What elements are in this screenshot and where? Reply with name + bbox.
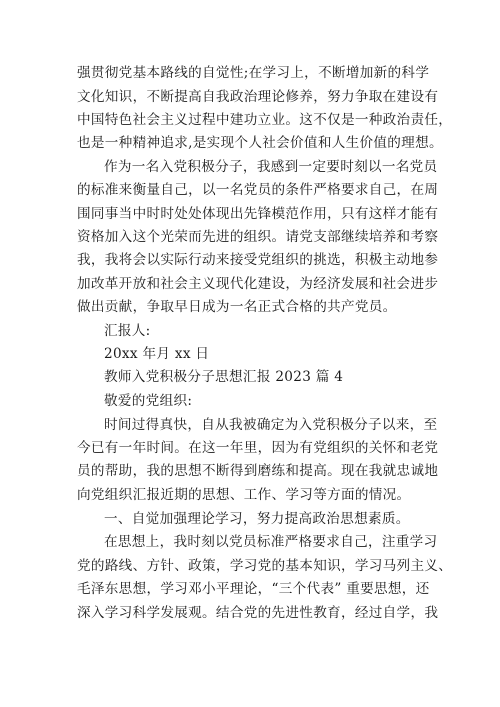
paragraph-2-line-3: 围同事当中时时处处体现出先锋模范作用，只有这样才能有: [77, 206, 439, 222]
paragraph-1-line-4: 也是一种精神追求,是实现个人社会价值和人生价值的理想。: [77, 135, 443, 151]
paragraph-2-line-5: 我，我将会以实际行动来接受党组织的挑选，积极主动地参: [77, 252, 439, 268]
date-line: 20xx 年月 xx 日: [104, 346, 210, 362]
paragraph-4-line-1: 在思想上，我时刻以党员标准严格要求自己，注重学习: [104, 534, 438, 550]
paragraph-4-line-4: 深入学习科学发展观。结合党的先进性教育，经过自学，我: [77, 605, 439, 621]
paragraph-1-line-2: 文化知识，不断提高自我政治理论修养，努力争取在建设有: [77, 89, 439, 105]
paragraph-2-line-4: 资格加入这个光荣而先进的组织。请党支部继续培养和考察: [77, 229, 439, 245]
paragraph-2-line-1: 作为一名入党积极分子，我感到一定要时刻以一名党员: [104, 159, 438, 175]
section-heading-1: 一、自觉加强理论学习，努力提高政治思想素质。: [104, 511, 410, 527]
paragraph-3-line-4: 向党组织汇报近期的思想、工作、学习等方面的情况。: [77, 487, 411, 503]
paragraph-4-line-3: 毛泽东思想，学习邓小平理论，“三个代表” 重要思想，还: [77, 581, 430, 597]
reporter-label: 汇报人:: [104, 323, 151, 339]
paragraph-1-line-3: 中国特色社会主义过程中建功立业。这不仅是一种政治责任，: [77, 112, 453, 128]
paragraph-2-line-6: 加改革开放和社会主义现代化建设，为经济发展和社会进步: [77, 276, 439, 292]
paragraph-1-line-1: 强贯彻党基本路线的自觉性;在学习上，不断增加新的科学: [77, 65, 430, 81]
salutation: 敬爱的党组织:: [104, 393, 193, 409]
paragraph-3-line-3: 员的帮助，我的思想不断得到磨练和提高。现在我就忠诚地: [77, 463, 439, 479]
article-title: 教师入党积极分子思想汇报 2023 篇 4: [104, 369, 344, 385]
paragraph-2-line-2: 的标准来衡量自己，以一名党员的条件严格要求自己，在周: [77, 182, 439, 198]
paragraph-3-line-1: 时间过得真快，自从我被确定为入党积极分子以来，至: [104, 417, 438, 433]
paragraph-4-line-2: 党的路线、方针、政策，学习党的基本知识，学习马列主义、: [77, 558, 453, 574]
paragraph-3-line-2: 今已有一年时间。在这一年里，因为有党组织的关怀和老党: [77, 440, 439, 456]
paragraph-2-line-7: 做出贡献，争取早日成为一名正式合格的共产党员。: [77, 299, 397, 315]
